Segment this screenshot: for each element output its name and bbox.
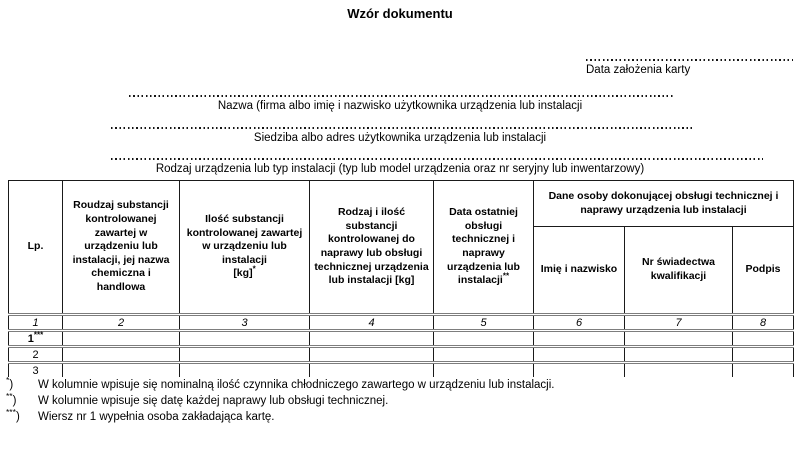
date-field [586,59,793,76]
empty-cell [733,331,794,347]
device-type-field [0,158,800,175]
column-number: 8 [733,315,794,331]
column-number: 5 [434,315,534,331]
column-number: 6 [534,315,625,331]
empty-cell [534,331,625,347]
header-substance-amount-text: Ilość substancji kontrolowanej zawartej w urządzeniu lub instalacji [186,212,303,266]
footnote-2-marker: **) [6,391,17,408]
date-field-label: Data założenia karty [586,64,691,76]
row-number-cell: 3 [9,363,63,378]
row-number-cell: 2 [9,347,63,363]
address-field [0,127,800,144]
footnote-ref-2-icon: ** [502,271,510,281]
table-row [9,331,794,347]
header-substance-amount [180,181,310,315]
empty-cell [63,363,180,378]
footnote-ref-1-icon: * [252,264,256,274]
empty-cell [625,363,733,378]
header-person-group: Dane osoby dokonującej obsługi technicznej i naprawy urządzenia lub instalacji [534,181,794,227]
footnote-2-text: W kolumnie wpisuje się datę każdej naprawy lub obsługi technicznej. [38,395,389,408]
empty-cell [625,331,733,347]
column-number: 1 [9,315,63,331]
footnote-3 [6,407,800,425]
empty-cell [63,347,180,363]
header-repair-substance: Rodzaj i ilość substancji kontrolowanej do naprawy lub obsługi technicznej urządzenia lub instalacji [kg] [310,181,434,315]
footnote-ref-3-icon: *** [33,329,44,339]
column-number-row [9,315,794,331]
empty-cell [434,331,534,347]
footnote-2 [6,391,800,409]
empty-cell [180,347,310,363]
table-row [9,363,794,378]
device-type-field-label: Rodzaj urządzenia lub typ instalacji (typ lub model urządzenia oraz nr seryjny lub inwentarzowy) [155,163,645,175]
header-person-name: Imię i nazwisko [534,227,625,315]
empty-cell [63,331,180,347]
header-last-service-date-text: Data ostatniej obsługi technicznej i naprawy urządzenia lub instalacji [447,206,520,287]
footnote-3-marker: ***) [6,407,20,424]
service-card-table [8,180,794,377]
empty-cell [534,363,625,378]
address-dotted-line [111,127,693,129]
header-certificate-no: Nr świadectwa kwalifikacji [625,227,733,315]
table-row [9,347,794,363]
header-substance-amount-unit: [kg]* [233,264,256,280]
empty-cell [434,347,534,363]
page-title: Wzór dokumentu [347,6,453,21]
footnote-1 [6,375,800,393]
name-dotted-line [129,95,675,97]
footnote-1-text: W kolumnie wpisuje się nominalną ilość czynnika chłodniczego zawartego w urządzeniu lub instalacji. [38,379,555,391]
column-number: 3 [180,315,310,331]
footnote-1-marker: *) [6,375,14,391]
empty-cell [310,331,434,347]
footnote-3-text: Wiersz nr 1 wypełnia osoba zakładająca kartę. [38,411,275,424]
empty-cell [625,347,733,363]
empty-cell [733,363,794,378]
row-number-cell: 1*** [9,331,63,347]
empty-cell [310,363,434,378]
header-substance-kind: Roudzaj substancji kontrolowanej zawartej w urządzeniu lub instalacji, jej nazwa chemiczna i handlowa [63,181,180,315]
date-dotted-line [586,59,793,61]
empty-cell [434,363,534,378]
empty-cell [310,347,434,363]
column-number: 2 [63,315,180,331]
address-field-label: Siedziba albo adres użytkownika urządzenia lub instalacji [253,132,547,144]
name-field [0,95,800,112]
header-lp: Lp. [9,181,63,315]
column-number: 7 [625,315,733,331]
empty-cell [534,347,625,363]
header-signature: Podpis [733,227,794,315]
empty-cell [180,331,310,347]
column-number: 4 [310,315,434,331]
name-field-label: Nazwa (firma albo imię i nazwisko użytkownika urządzenia lub instalacji [217,100,583,112]
device-type-dotted-line [111,158,763,160]
empty-cell [733,347,794,363]
footnotes [6,375,800,425]
header-last-service-date [434,181,534,315]
empty-cell [180,363,310,378]
